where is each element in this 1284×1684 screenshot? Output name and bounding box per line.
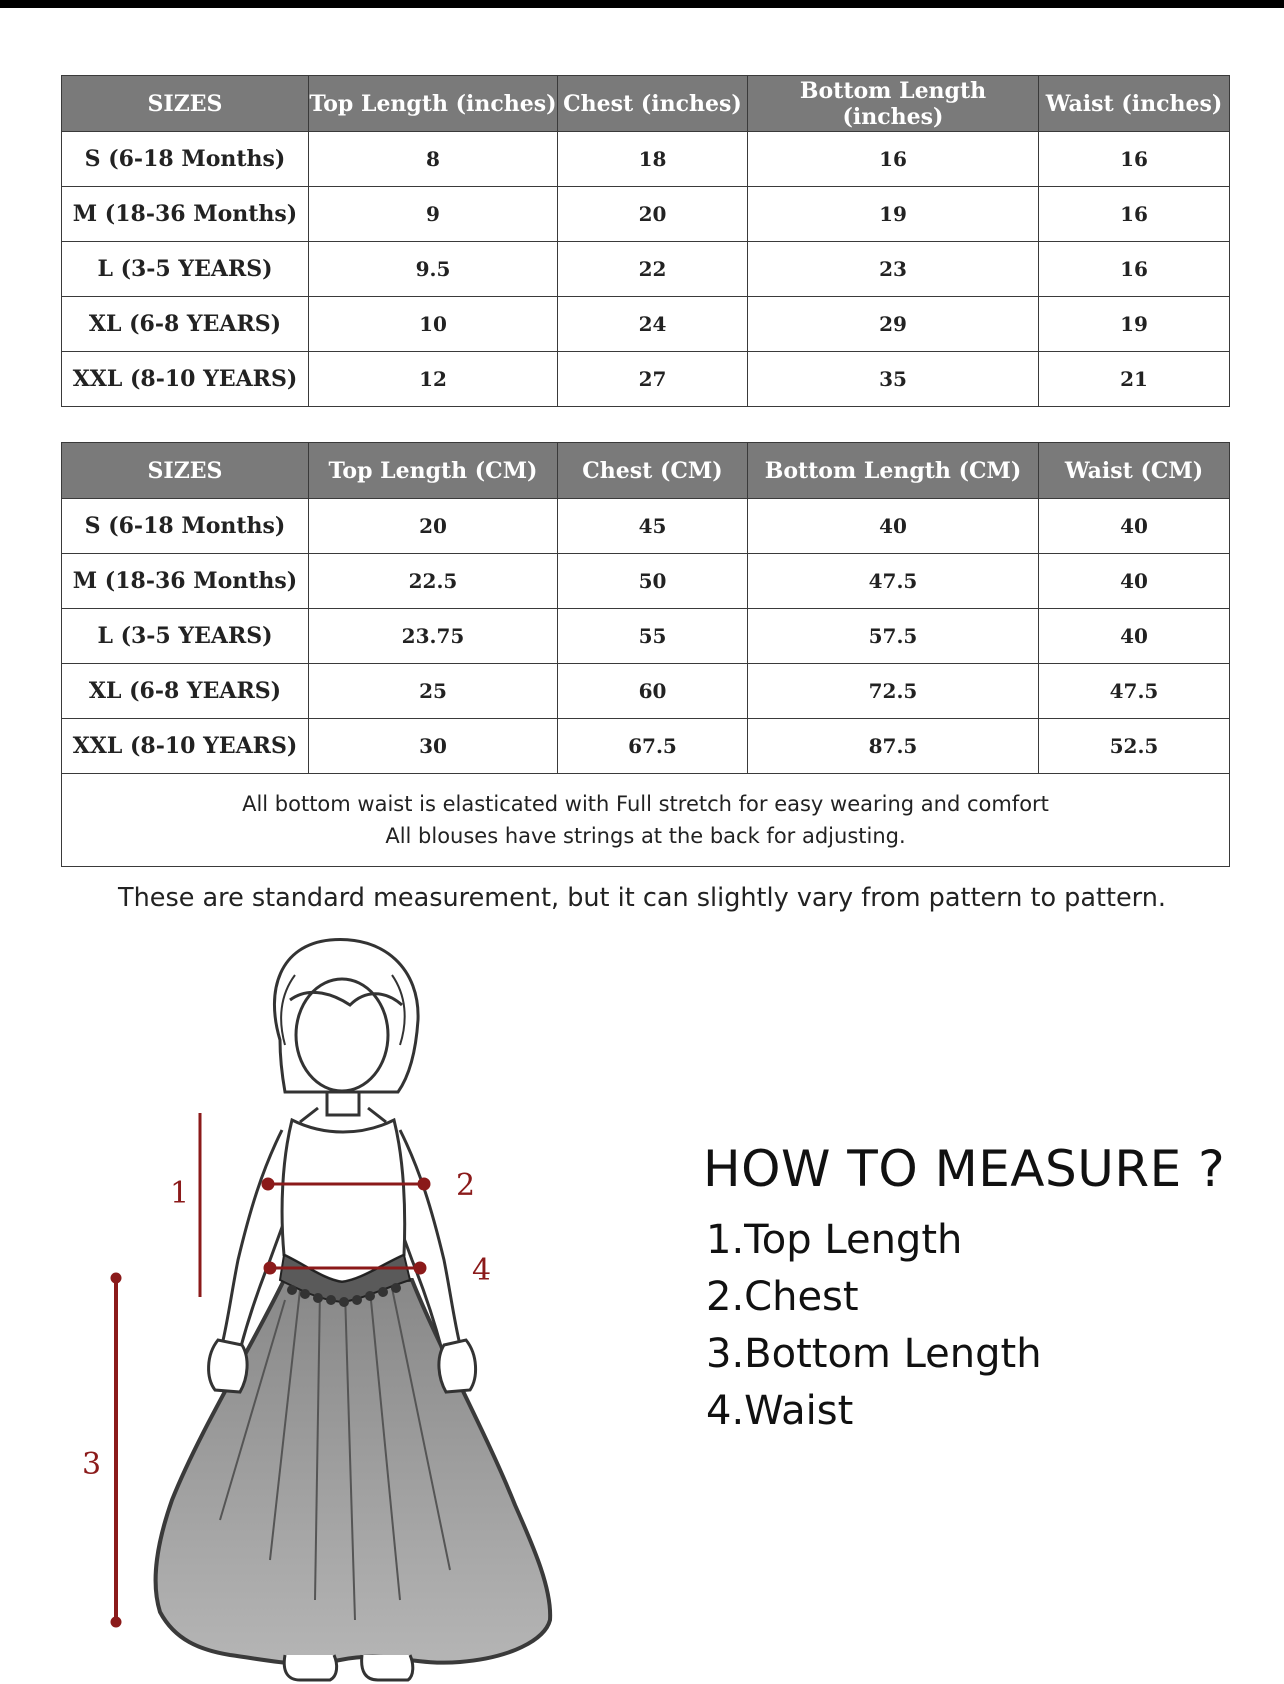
bottom-length-value: 47.5	[748, 554, 1039, 609]
chest-value: 27	[558, 352, 748, 407]
top-length-value: 9.5	[309, 242, 558, 297]
header-sizes: SIZES	[62, 76, 309, 132]
table-row	[62, 499, 1230, 554]
how-to-measure-section	[703, 1140, 1225, 1440]
marker-2-label: 2	[456, 1168, 476, 1203]
header-row	[62, 76, 1230, 132]
size-chart-inches	[61, 75, 1230, 407]
left-foot	[284, 1655, 336, 1680]
top-length-value: 25	[309, 664, 558, 719]
header-bottom-length: Bottom Length (CM)	[748, 443, 1039, 499]
waist-value: 52.5	[1039, 719, 1230, 774]
note-elastic-waist: All bottom waist is elasticated with Full stretch for easy wearing and comfort	[242, 792, 1049, 816]
size-label: L (3-5 YEARS)	[62, 242, 309, 297]
top-length-value: 8	[309, 132, 558, 187]
top-length-value: 20	[309, 499, 558, 554]
chest-value: 60	[558, 664, 748, 719]
top-length-value: 22.5	[309, 554, 558, 609]
blouse	[282, 1120, 405, 1282]
waist-value: 16	[1039, 187, 1230, 242]
size-label: XL (6-8 YEARS)	[62, 297, 309, 352]
size-label: S (6-18 Months)	[62, 499, 309, 554]
measurement-disclaimer: These are standard measurement, but it can slightly vary from pattern to pattern.	[118, 883, 1166, 913]
measure-item-top-length: 1.Top Length	[706, 1217, 963, 1263]
top-length-value: 12	[309, 352, 558, 407]
bottom-length-value: 40	[748, 499, 1039, 554]
header-chest: Chest (CM)	[558, 443, 748, 499]
size-label: S (6-18 Months)	[62, 132, 309, 187]
table-row	[62, 352, 1230, 407]
table-row	[62, 664, 1230, 719]
bottom-length-value: 57.5	[748, 609, 1039, 664]
waist-value: 16	[1039, 132, 1230, 187]
measure-item-bottom-length: 3.Bottom Length	[706, 1331, 1042, 1377]
header-bottom-length: Bottom Length (inches)	[748, 76, 1039, 132]
note-blouse-strings: All blouses have strings at the back for adjusting.	[385, 824, 906, 848]
skirt-shape	[156, 1280, 551, 1664]
header-sizes: SIZES	[62, 443, 309, 499]
waist-value: 40	[1039, 499, 1230, 554]
right-hand	[439, 1340, 476, 1392]
size-label: XXL (8-10 YEARS)	[62, 352, 309, 407]
header-top-length: Top Length (inches)	[309, 76, 558, 132]
measure-item-waist: 4.Waist	[706, 1388, 854, 1434]
waist-value: 40	[1039, 554, 1230, 609]
marker-3-label: 3	[82, 1447, 102, 1482]
top-border	[0, 0, 1284, 8]
right-foot	[362, 1655, 413, 1680]
waist-value: 16	[1039, 242, 1230, 297]
size-label: XL (6-8 YEARS)	[62, 664, 309, 719]
bottom-length-value: 29	[748, 297, 1039, 352]
notes-cell	[62, 774, 1230, 867]
table-row	[62, 132, 1230, 187]
header-row	[62, 443, 1230, 499]
table-row	[62, 187, 1230, 242]
chest-value: 45	[558, 499, 748, 554]
bottom-length-value: 72.5	[748, 664, 1039, 719]
bottom-length-value: 16	[748, 132, 1039, 187]
table-row	[62, 609, 1230, 664]
top-length-value: 23.75	[309, 609, 558, 664]
table-row	[62, 719, 1230, 774]
waist-value: 21	[1039, 352, 1230, 407]
left-hand	[209, 1340, 248, 1392]
face	[296, 979, 388, 1091]
size-label: L (3-5 YEARS)	[62, 609, 309, 664]
header-waist: Waist (CM)	[1039, 443, 1230, 499]
bottom-length-value: 23	[748, 242, 1039, 297]
top-length-value: 9	[309, 187, 558, 242]
size-label: M (18-36 Months)	[62, 187, 309, 242]
chest-value: 22	[558, 242, 748, 297]
marker-4-label: 4	[472, 1253, 492, 1288]
table-row	[62, 297, 1230, 352]
chest-value: 50	[558, 554, 748, 609]
chest-value: 20	[558, 187, 748, 242]
size-chart-cm	[61, 442, 1230, 867]
waist-value: 47.5	[1039, 664, 1230, 719]
size-label: XXL (8-10 YEARS)	[62, 719, 309, 774]
child-dress-illustration	[0, 930, 640, 1684]
chest-value: 24	[558, 297, 748, 352]
chest-value: 67.5	[558, 719, 748, 774]
notes-row	[62, 774, 1230, 867]
chest-value: 18	[558, 132, 748, 187]
top-length-value: 10	[309, 297, 558, 352]
header-waist: Waist (inches)	[1039, 76, 1230, 132]
how-to-measure-title: HOW TO MEASURE ?	[703, 1140, 1226, 1198]
chest-value: 55	[558, 609, 748, 664]
header-top-length: Top Length (CM)	[309, 443, 558, 499]
waist-value: 40	[1039, 609, 1230, 664]
top-length-value: 30	[309, 719, 558, 774]
table-row	[62, 242, 1230, 297]
bottom-length-value: 87.5	[748, 719, 1039, 774]
measure-item-chest: 2.Chest	[706, 1274, 859, 1320]
bottom-length-value: 35	[748, 352, 1039, 407]
table-row	[62, 554, 1230, 609]
size-label: M (18-36 Months)	[62, 554, 309, 609]
waist-value: 19	[1039, 297, 1230, 352]
bottom-length-value: 19	[748, 187, 1039, 242]
marker-1-label: 1	[170, 1176, 190, 1211]
header-chest: Chest (inches)	[558, 76, 748, 132]
